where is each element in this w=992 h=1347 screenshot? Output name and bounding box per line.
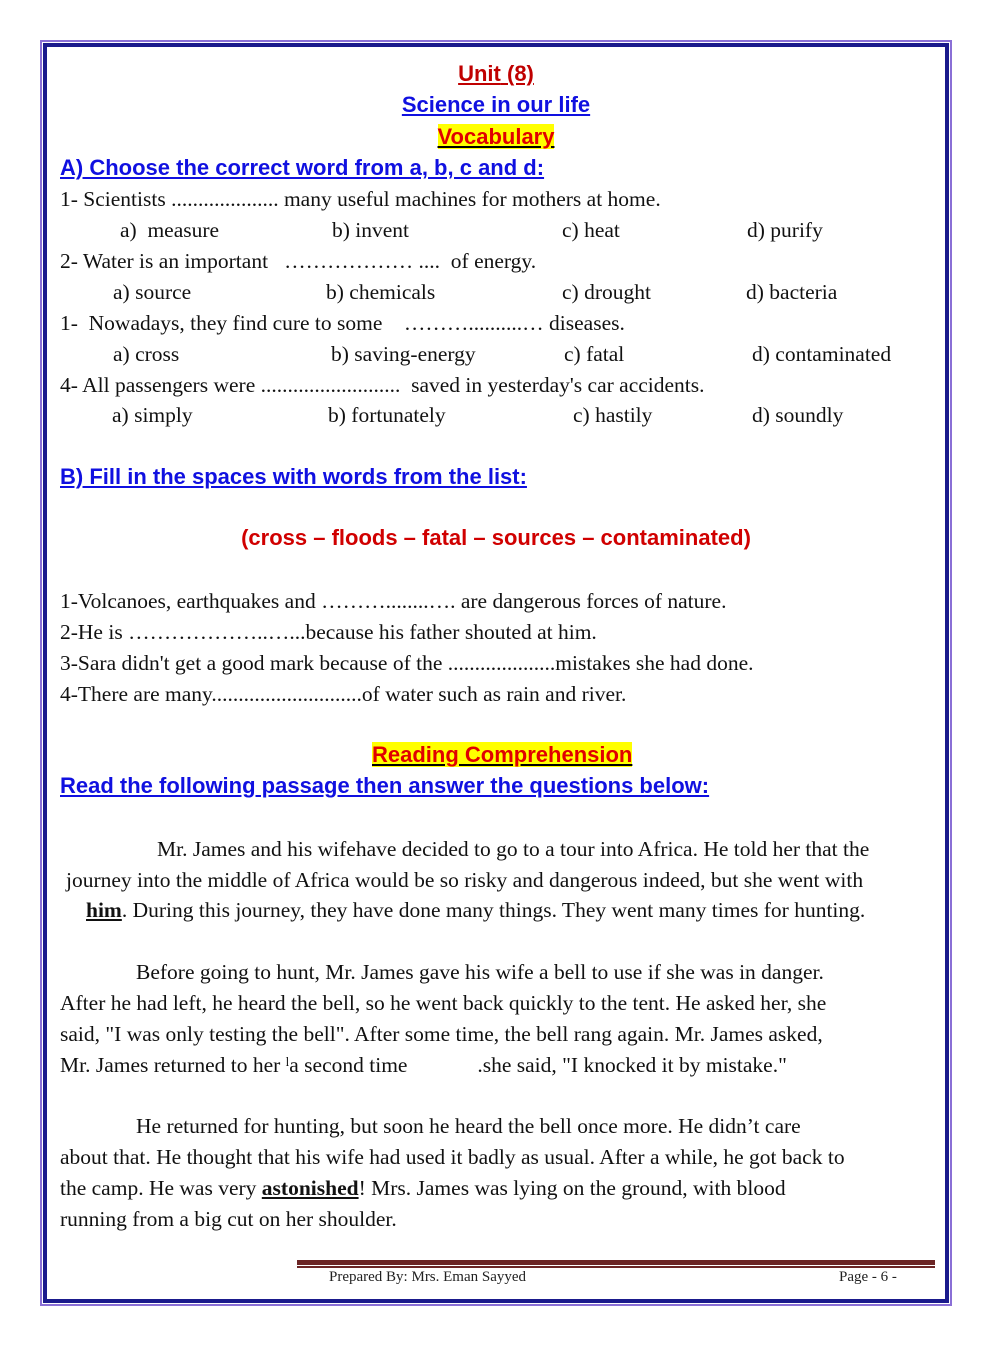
sentence: 1-Volcanoes, earthquakes and ………........…. are dangerous forces of nature. xyxy=(60,589,727,613)
unit-title: Unit (8) xyxy=(458,61,534,86)
question-1: 1- Scientists .................... many useful machines for mothers at home. xyxy=(60,187,661,211)
footer-divider xyxy=(297,1260,935,1266)
reading-instruction: Read the following passage then answer the questions below: xyxy=(60,773,710,798)
passage-line: Mr. James and his wifehave decided to go to a tour into Africa. He told her that the xyxy=(157,837,870,861)
passage-line: Before going to hunt, Mr. James gave his wife a bell to use if she was in danger. xyxy=(136,960,824,984)
option: c) hastily xyxy=(573,403,653,427)
option: a) source xyxy=(113,280,192,304)
option: b) saving-energy xyxy=(331,342,476,366)
part-a-heading: A) Choose the correct word from a, b, c and d: xyxy=(60,155,545,180)
sentence: 3-Sara didn't get a good mark because of the ....................mistakes she had done. xyxy=(60,651,754,675)
passage-line: After he had left, he heard the bell, so he went back quickly to the tent. He asked her, she xyxy=(60,991,827,1015)
passage-line: He returned for hunting, but soon he heard the bell once more. He didn’t care xyxy=(136,1114,801,1138)
sentence: 4-There are many............................of water such as rain and river. xyxy=(60,682,627,706)
option: d) bacteria xyxy=(746,280,838,304)
lesson-title: Science in our life xyxy=(401,92,591,117)
option: c) fatal xyxy=(564,342,625,366)
option: b) chemicals xyxy=(326,280,436,304)
sentence: 2-He is ………………..…...because his father shouted at him. xyxy=(60,620,597,644)
option: d) contaminated xyxy=(752,342,892,366)
question-4: 4- All passengers were .......................... saved in yesterday's car accidents. xyxy=(60,373,705,397)
option: b) fortunately xyxy=(328,403,446,427)
option: d) soundly xyxy=(752,403,844,427)
passage-line: the camp. He was very astonished! Mrs. James was lying on the ground, with blood xyxy=(60,1176,786,1200)
question-3: 1- Nowadays, they find cure to some ………..........… diseases. xyxy=(60,311,625,335)
section-vocabulary: Vocabulary xyxy=(437,124,555,149)
passage-line: running from a big cut on her shoulder. xyxy=(60,1207,397,1231)
passage-line: said, "I was only testing the bell". After some time, the bell rang again. Mr. James asked, xyxy=(60,1022,823,1046)
passage-line: Mr. James returned to her ˡa second time .she said, "I knocked it by mistake." xyxy=(60,1053,787,1077)
passage-line: him. During this journey, they have done many things. They went many times for hunting. xyxy=(86,898,866,922)
option: c) heat xyxy=(562,218,620,242)
word-list: (cross – floods – fatal – sources – contaminated) xyxy=(241,525,751,550)
footer-author: Prepared By: Mrs. Eman Sayyed xyxy=(329,1269,527,1285)
option: c) drought xyxy=(562,280,651,304)
passage-line: about that. He thought that his wife had used it badly as usual. After a while, he got back to xyxy=(60,1145,845,1169)
option: a) cross xyxy=(113,342,180,366)
option: a) measure xyxy=(120,218,220,242)
passage-line: journey into the middle of Africa would be so risky and dangerous indeed, but she went with xyxy=(66,868,864,892)
page-number: Page - 6 - xyxy=(839,1269,897,1285)
option: a) simply xyxy=(112,403,193,427)
part-b-heading: B) Fill in the spaces with words from the list: xyxy=(60,464,527,489)
option: d) purify xyxy=(747,218,823,242)
section-reading: Reading Comprehension xyxy=(372,742,633,767)
option: b) invent xyxy=(332,218,410,242)
question-2: 2- Water is an important ……………… .... of energy. xyxy=(60,249,537,273)
